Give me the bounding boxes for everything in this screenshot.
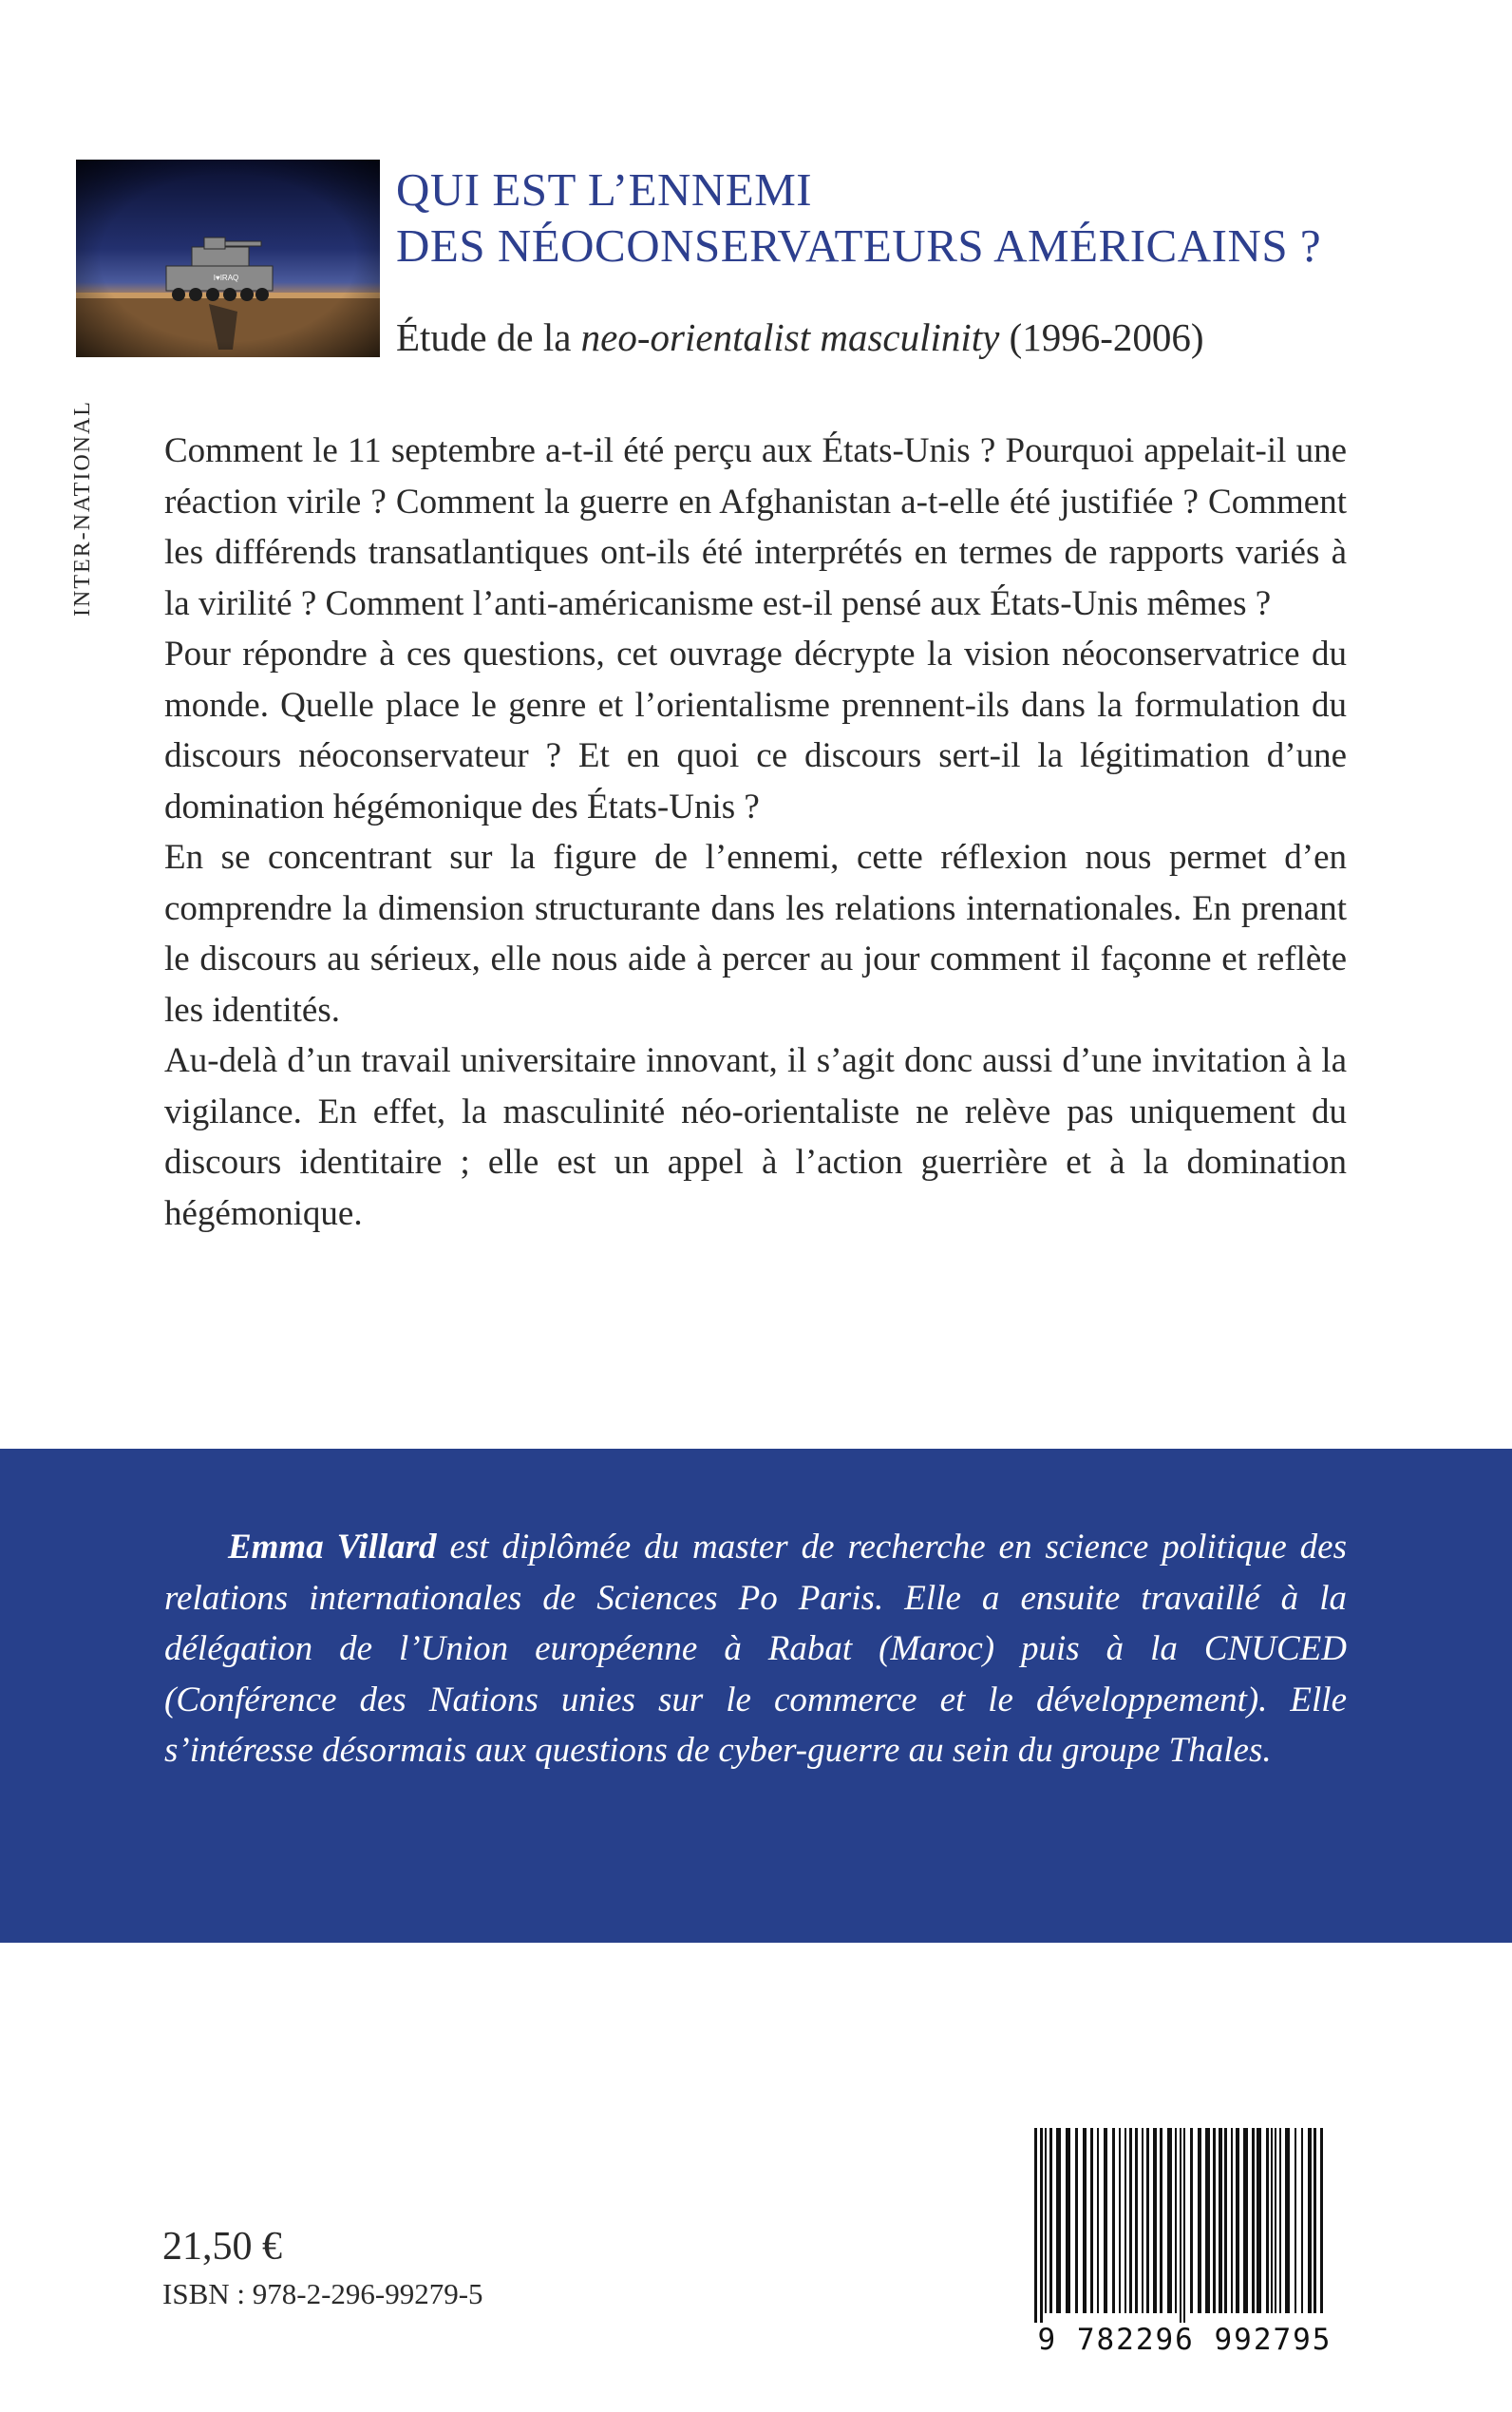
barcode-bar <box>1243 2128 1248 2313</box>
barcode-bar <box>1135 2128 1138 2313</box>
barcode-bar <box>1097 2128 1099 2313</box>
blurb-paragraph: Pour répondre à ces questions, cet ouvrage décrypte la vision néoconservatrice du monde. Quelle place le genre et l’orientalisme prennent-ils dans la formulation du discours néoconservateur ? Et en quoi ce discours sert-il la légitimation d’une domination hégémonique des États-Unis ? <box>164 635 1347 826</box>
barcode <box>1021 2128 1349 2361</box>
barcode-bar <box>1295 2128 1296 2313</box>
series-label: INTER-NATIONAL <box>70 400 95 617</box>
blurb-paragraph: En se concentrant sur la figure de l’ennemi, cette réflexion nous permet d’en comprendre la dimension structurante dans les relations internationales. En prenant le discours au sérieux, elle nous aide à percer au jour comment il façonne et reflète les identités. <box>164 838 1347 1030</box>
barcode-bar <box>1224 2128 1227 2313</box>
barcode-bar <box>1175 2128 1177 2313</box>
author-bio-text: est diplômée du master de recherche en science politique des relations internationales de Sciences Po Paris. Elle a ensuite travaillé à la délégation de l’Union européenne à Rabat (Maroc) puis à la CNUCED (Conférence des Nations unies sur le commerce et le développement). Elle s’intéresse désormais aux questions de cyber-guerre au sein du groupe Thales. <box>164 1528 1347 1770</box>
barcode-bar <box>1125 2128 1126 2313</box>
barcode-bar <box>1049 2128 1052 2313</box>
barcode-bar <box>1045 2128 1047 2313</box>
barcode-bar <box>1066 2128 1070 2313</box>
barcode-bar <box>1205 2128 1210 2313</box>
barcode-bar <box>1083 2128 1087 2313</box>
barcode-bar <box>1040 2128 1043 2323</box>
barcode-bar <box>1320 2128 1323 2313</box>
barcode-bar <box>1142 2128 1143 2313</box>
isbn: ISBN : 978-2-296-99279-5 <box>162 2277 483 2310</box>
blurb <box>164 426 1347 1239</box>
barcode-bar <box>1180 2128 1181 2323</box>
barcode-bar <box>1252 2128 1255 2313</box>
barcode-bar <box>1236 2128 1239 2313</box>
barcode-bar <box>1275 2128 1276 2313</box>
blurb-paragraph: Comment le 11 septembre a-t-il été perçu aux États-Unis ? Pourquoi appelait-il une réaction virile ? Comment la guerre en Afghanistan a-t-elle été justifiée ? Comment les différends transatlantiques ont-ils été interprétés en termes de rapports variés à la virilité ? Comment l’anti-américanisme est-il pensé aux États-Unis mêmes ? <box>164 431 1347 623</box>
barcode-bar <box>1119 2128 1121 2313</box>
barcode-digits: 9 782296 992795 <box>1037 2323 1332 2357</box>
author-name: Emma Villard <box>228 1528 437 1567</box>
price: 21,50 € <box>162 2225 282 2269</box>
barcode-bar <box>1129 2128 1132 2313</box>
barcode-bar <box>1219 2128 1222 2313</box>
barcode-bar <box>1075 2128 1078 2313</box>
barcode-bar <box>1257 2128 1261 2313</box>
barcode-bar <box>1153 2128 1157 2313</box>
barcode-bar <box>1213 2128 1216 2313</box>
barcode-bar <box>1308 2128 1312 2313</box>
barcode-bar <box>1056 2128 1061 2313</box>
barcode-bar <box>1271 2128 1273 2313</box>
book-title <box>396 161 1460 274</box>
barcode-bar <box>1301 2128 1303 2313</box>
cover-photo <box>76 160 380 357</box>
barcode-bar <box>1090 2128 1093 2313</box>
barcode-bar <box>1034 2128 1037 2323</box>
barcode-bar <box>1183 2128 1185 2323</box>
barcode-bar <box>1146 2128 1149 2313</box>
barcode-bar <box>1160 2128 1162 2313</box>
barcode-bar <box>1198 2128 1201 2313</box>
blurb-paragraph: Au-delà d’un travail universitaire innovant, il s’agit donc aussi d’une invitation à la vigilance. En effet, la masculinité néo-orientaliste ne relève pas uniquement du discours identitaire ; elle est un appel à l’action guerrière et à la domination hégémonique. <box>164 1041 1347 1233</box>
barcode-bar <box>1104 2128 1107 2313</box>
barcode-bar <box>1285 2128 1290 2313</box>
subtitle-suffix: (1996-2006) <box>999 315 1204 359</box>
barcode-bar <box>1167 2128 1172 2313</box>
barcode-bar <box>1190 2128 1193 2313</box>
barcode-bar <box>1314 2128 1316 2313</box>
author-band <box>0 1449 1512 1943</box>
barcode-bar <box>1279 2128 1281 2313</box>
author-bio <box>164 1522 1347 1776</box>
subtitle-prefix: Étude de la <box>396 315 581 359</box>
barcode-bar <box>1112 2128 1115 2313</box>
barcode-bar <box>1231 2128 1233 2313</box>
book-subtitle <box>396 313 1460 361</box>
book-title-line-2: DES NÉOCONSERVATEURS AMÉRICAINS ? <box>396 219 1322 272</box>
subtitle-italic: neo-orientalist masculinity <box>580 315 1000 359</box>
book-title-line-1: QUI EST L’ENNEMI <box>396 163 813 216</box>
barcode-bar <box>1266 2128 1269 2313</box>
barcode-bars <box>1021 2128 1349 2323</box>
